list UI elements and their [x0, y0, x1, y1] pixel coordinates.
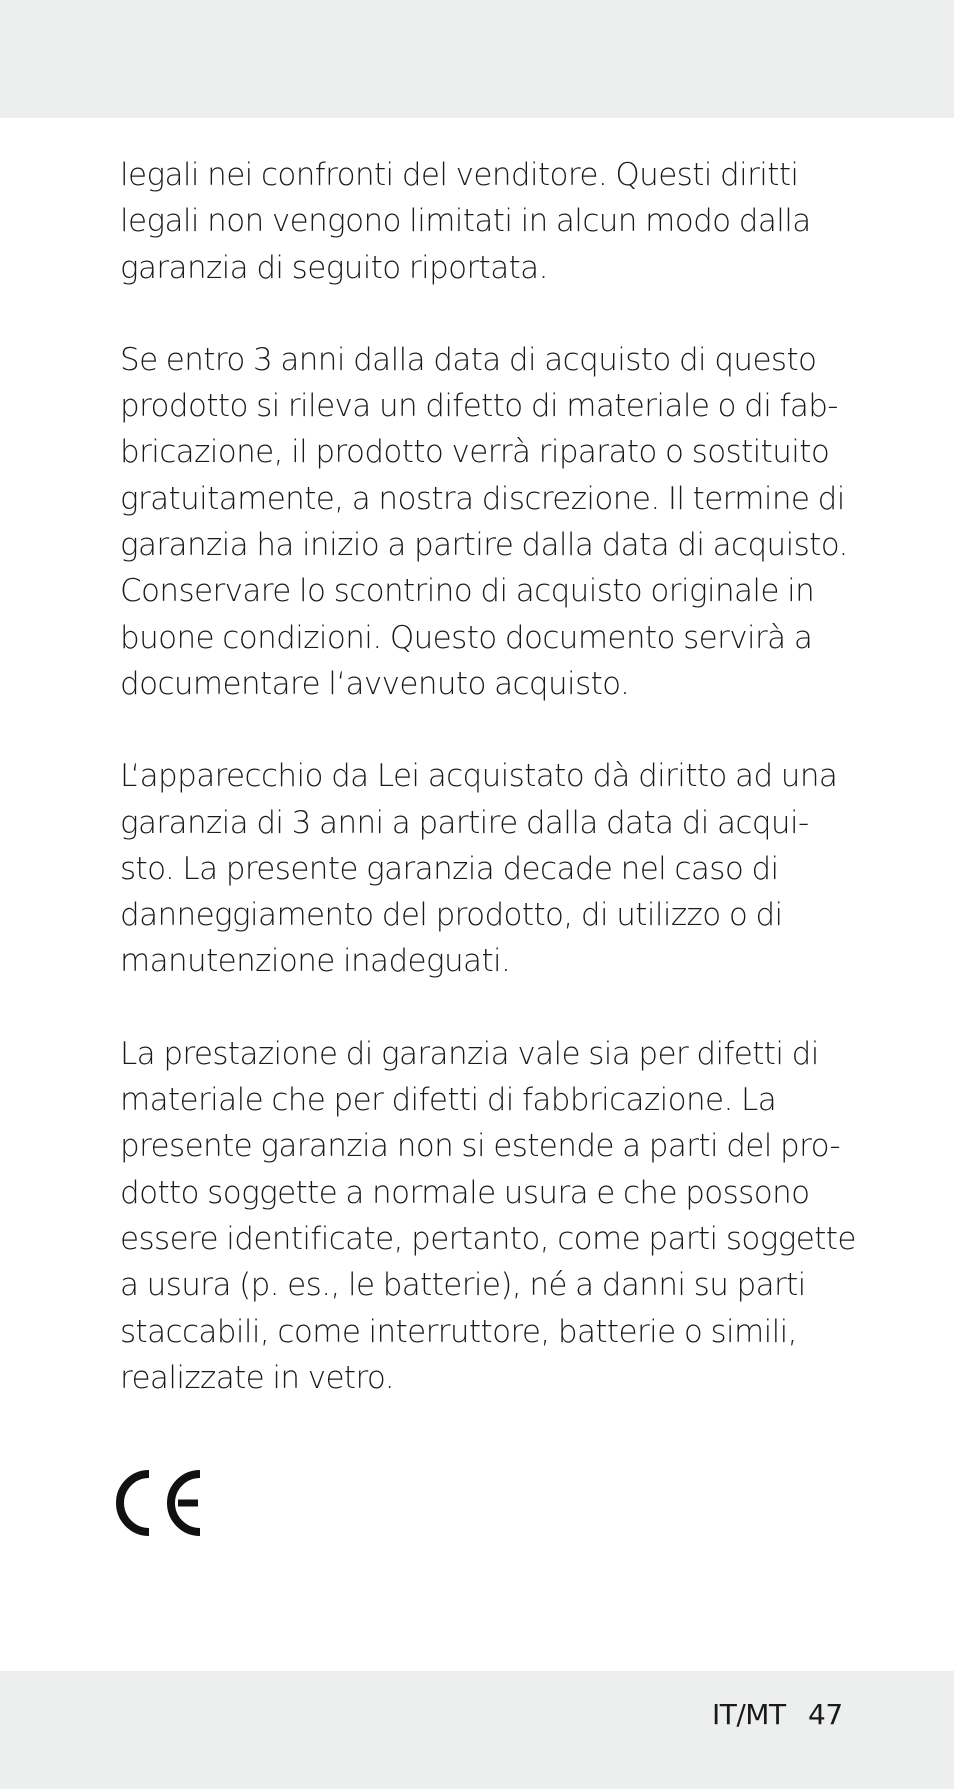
text-line: sto. La presente garanzia decade nel caso di [120, 850, 779, 887]
text-line: realizzate in vetro. [120, 1359, 395, 1396]
text-line: bricazione, il prodotto verrà riparato o sostituito [120, 434, 830, 471]
text-line: Se entro 3 anni dalla data di acquisto di questo [120, 341, 817, 378]
page-number: 47 [808, 1698, 843, 1731]
text-line: a usura (p. es., le batterie), né a danni su parti [120, 1267, 806, 1304]
footer-language-code: IT/MT [712, 1698, 786, 1731]
text-line: danneggiamento del prodotto, di utilizzo o di [120, 897, 783, 934]
paragraph-warranty-scope [120, 1031, 856, 1401]
paragraph-legal-rights [120, 152, 840, 291]
text-line: manutenzione inadeguati. [120, 943, 511, 980]
text-line: legali non vengono limitati in alcun modo dalla [120, 203, 811, 240]
text-line: buone condizioni. Questo documento servirà a [120, 619, 813, 656]
text-line: materiale che per difetti di fabbricazione. La [120, 1082, 777, 1119]
page-body [120, 152, 856, 1447]
text-line: garanzia di 3 anni a partire dalla data di acqui- [120, 804, 809, 841]
ce-mark-icon [116, 1470, 206, 1536]
paragraph-warranty-conditions [120, 753, 840, 984]
text-line: legali nei confronti del venditore. Questi diritti [120, 157, 799, 193]
text-line: garanzia di seguito riportata. [120, 249, 548, 286]
text-line: essere identificate, pertanto, come parti soggette [120, 1220, 856, 1257]
text-line: staccabili, come interruttore, batterie o simili, [120, 1313, 797, 1350]
text-line: gratuitamente, a nostra discrezione. Il termine di [120, 480, 845, 517]
text-line: dotto soggette a normale usura e che possono [120, 1174, 810, 1211]
header-band [0, 0, 954, 118]
text-line: La prestazione di garanzia vale sia per difetti di [120, 1035, 819, 1072]
text-line: garanzia ha inizio a partire dalla data di acquisto. [120, 527, 848, 564]
text-line: presente garanzia non si estende a parti del pro- [120, 1128, 841, 1165]
text-line: prodotto si rileva un difetto di materiale o di fab- [120, 388, 838, 425]
text-line: documentare l‘avvenuto acquisto. [120, 665, 630, 702]
text-line: Conservare lo scontrino di acquisto originale in [120, 573, 815, 610]
paragraph-warranty-period [120, 337, 848, 707]
text-line: L‘apparecchio da Lei acquistato dà diritto ad una [120, 758, 838, 795]
